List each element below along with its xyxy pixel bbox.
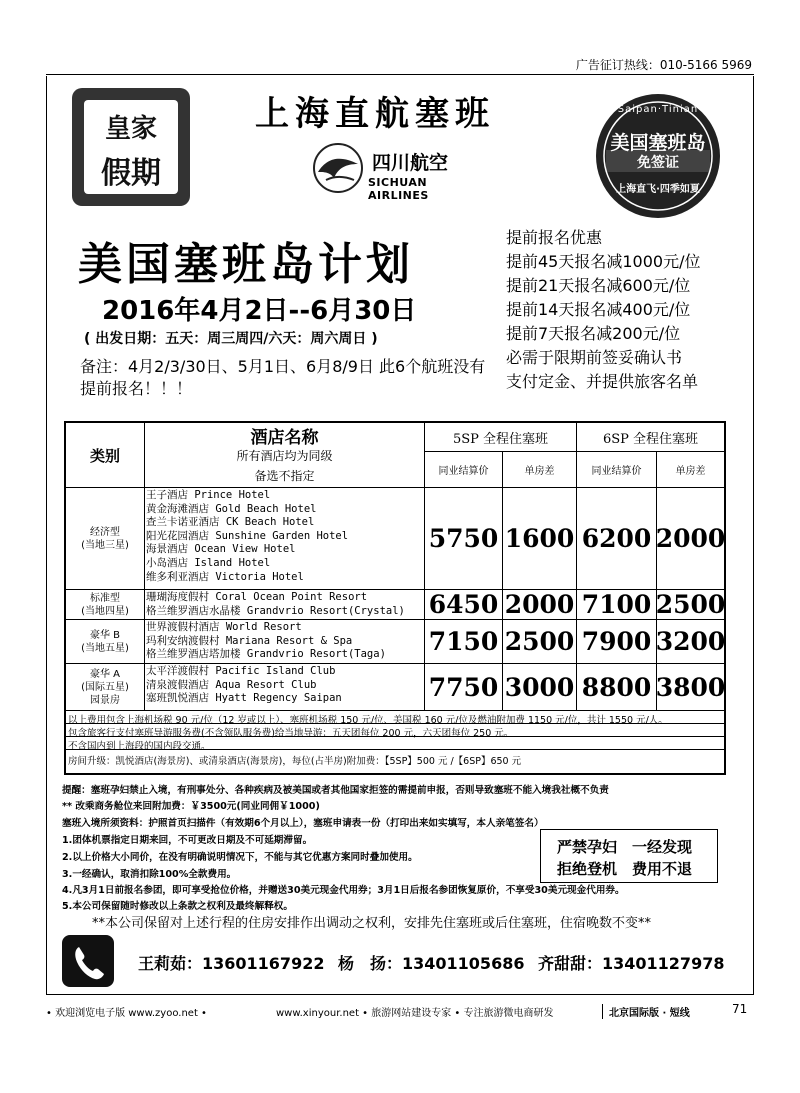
category-standard: 标准型 (当地四星) [81, 592, 129, 617]
single-5sp: 1600 [504, 524, 575, 553]
hotel-name: 格兰维罗酒店水晶楼 Grandvrio Resort(Crystal) [146, 604, 405, 617]
ad-hotline: 广告征订热线：010-5166 5969 [575, 58, 752, 72]
footer-edition: 北京国际版 · 短线 [602, 1004, 690, 1019]
table-note-upgrade: 房间升级：凯悦酒店(海景房)、或清泉酒店(海景房)，每位(占半房)附加费：【5SP】500 元 /【6SP】650 元 [68, 756, 522, 767]
pkg-5sp-header: 5SP 全程住塞班 [452, 431, 549, 447]
single-5sp: 2000 [504, 590, 575, 619]
table-note-taxes: 以上费用包含上海机场税 90 元/位（12 岁或以上）、塞班机场税 150 元/位、美国税 160 元/位及燃油附加费 1150 元/位，共计 1550 元/人。 [68, 715, 668, 726]
price-5sp: 7150 [428, 627, 499, 656]
sichuan-airlines-logo [312, 138, 488, 202]
no-early-booking-note: 备注：4月2/3/30日、5月1日、6月8/9日 此6个航班没有提前报名！！！ [80, 357, 486, 398]
plan-title: 美国塞班岛计划 [78, 239, 414, 290]
hotel-name: 维多利亚酒店 Victoria Hotel [146, 570, 304, 583]
reminder-term-2: 2.以上价格大小同价，在没有明确说明情况下，不能与其它优惠方案同时叠加使用。 [62, 852, 418, 863]
itinerary-guarantee: **本公司保留对上述行程的住房安排作出调动之权利，安排先住塞班或后住塞班，住宿晚数不变** [92, 916, 652, 931]
contact-wang: 王莉茹：13601167922 [138, 954, 325, 973]
hotel-name: 格兰维罗酒店塔加楼 Grandvrio Resort(Taga) [146, 648, 386, 661]
hotel-name: 清泉渡假酒店 Aqua Resort Club [146, 678, 317, 691]
price-table [64, 421, 726, 775]
footer-left: • 欢迎浏览电子版 www.zyoo.net • [46, 1008, 207, 1019]
category-luxury-b: 豪华 B (当地五星) [81, 629, 129, 654]
price-6sp: 6200 [581, 524, 652, 553]
airline-name-en: SICHUAN AIRLINES [368, 176, 429, 202]
early-booking-item: 提前报名优惠 [506, 228, 603, 247]
single-label-5sp: 单房差 [524, 466, 555, 477]
hotel-name: 阳光花园酒店 Sunshine Garden Hotel [146, 529, 349, 542]
hotel-list-economy [146, 489, 348, 584]
seal-sub: 免签证 [637, 155, 679, 171]
airline-bird-icon [312, 142, 364, 194]
brand-line2: 假期 [101, 156, 161, 191]
hotel-name: 海景酒店 Ocean View Hotel [146, 543, 296, 556]
price-5sp: 6450 [428, 590, 499, 619]
route-title: 上海直航塞班 [255, 94, 495, 134]
hotel-name: 塞班凯悦酒店 Hyatt Regency Saipan [146, 692, 342, 705]
table-note-domestic: 不含国内到上海段的国内段交通。 [68, 741, 211, 752]
seal-main: 美国塞班岛 [610, 132, 706, 154]
warning-line1: 严禁孕妇 一经发现 [557, 838, 693, 856]
contact-qi: 齐甜甜：13401127978 [538, 954, 725, 973]
contact-bar [62, 935, 725, 987]
price-6sp: 8800 [581, 672, 652, 702]
price-5sp: 5750 [428, 524, 499, 553]
brand-line1: 皇家 [104, 114, 157, 144]
early-booking-item: 提前21天报名减600元/位 [506, 276, 691, 295]
seal-top-text: Saipan·Tinian [617, 104, 699, 115]
saipan-visa-free-seal [592, 90, 724, 222]
col-header-hotel: 酒店名称 [250, 427, 319, 448]
top-divider [46, 74, 754, 75]
single-6sp: 2500 [655, 590, 726, 619]
phone-icon [62, 935, 114, 987]
reminder-term-5: 5.本公司保留随时修改以上条款之权利及最终解释权。 [62, 901, 293, 912]
price-label-5sp: 同业结算价 [438, 466, 489, 477]
hotel-list-luxury-b [146, 621, 386, 662]
single-6sp: 3200 [655, 627, 726, 656]
single-5sp: 3000 [504, 672, 575, 702]
airline-name-cn: 四川航空 [372, 152, 449, 174]
hotel-name: 黄金海滩酒店 Gold Beach Hotel [146, 502, 317, 515]
hotel-name: 小岛酒店 Island Hotel [146, 556, 271, 569]
seal-bottom: 上海直飞·四季如夏 [616, 184, 700, 195]
hotel-name: 王子酒店 Prince Hotel [146, 489, 271, 501]
reminder-term-1: 1.团体机票指定日期来回，不可更改日期及不可延期滞留。 [62, 835, 313, 846]
reminder-documents: 塞班入境所须资料：护照首页扫描件（有效期6个月以上），塞班申请表一份（打印出来如实填写，本人亲笔签名） [62, 818, 544, 829]
warning-line2: 拒绝登机 费用不退 [557, 860, 693, 878]
early-booking-item: 提前45天报名减1000元/位 [506, 252, 701, 271]
price-6sp: 7100 [581, 590, 652, 619]
reminder-term-4: 4.凡3月1日前报名参团，即可享受抢位价格，并赠送30美元现金代用券；3月1日后报名参团恢复原价，不享受30美元现金代用券。 [62, 885, 625, 896]
single-label-6sp: 单房差 [675, 466, 706, 477]
early-booking-list [506, 226, 746, 394]
col-header-hotel-sub2: 备选不指定 [254, 468, 315, 483]
table-note-guide-fee: 包含旅客行支付塞班导游服务费(不含领队服务费)给当地导游：五天团每位 200 元，六天团每位 250 元。 [68, 728, 514, 739]
page-footer [46, 1000, 754, 1020]
category-luxury-a: 豪华 A (国际五星) 园景房 [81, 668, 129, 706]
footer-middle: www.xinyour.net • 旅游网站建设专家 • 专注旅游微电商研发 [276, 1008, 554, 1019]
hotel-name: 世界渡假村酒店 World Resort [146, 621, 302, 633]
category-economy: 经济型 (当地三星) [81, 526, 129, 551]
date-range: 2016年4月2日--6月30日 [102, 296, 417, 326]
early-booking-item: 提前14天报名减400元/位 [506, 300, 691, 319]
single-6sp: 2000 [655, 524, 726, 553]
price-5sp: 7750 [428, 672, 499, 702]
pkg-6sp-header: 6SP 全程住塞班 [602, 431, 699, 447]
reminder-term-3: 3.一经确认，取消扣除100%全款费用。 [62, 869, 237, 880]
price-6sp: 7900 [581, 627, 652, 656]
departure-days: ( 出发日期：五天：周三周四/六天：周六周日 ) [84, 331, 378, 347]
reminder-pregnancy: 提醒：塞班孕妇禁止入境，有刑事处分、各种疾病及被美国或者其他国家拒签的需提前申报，否则导致塞班不能入境我社概不负责 [62, 785, 609, 796]
hotel-name: 玛利安纳渡假村 Mariana Resort & Spa [146, 634, 353, 647]
single-5sp: 2500 [504, 627, 575, 656]
col-header-category: 类别 [89, 446, 120, 465]
pregnancy-warning-box [540, 829, 718, 883]
col-header-hotel-sub1: 所有酒店均为同级 [236, 448, 333, 463]
single-6sp: 3800 [655, 672, 726, 702]
hotel-list-standard [146, 591, 405, 618]
reminder-business: ** 改乘商务舱位来回附加费：￥3500元(同业同佣￥1000) [62, 801, 320, 812]
page-number: 71 [732, 1002, 748, 1016]
early-booking-item: 提前7天报名减200元/位 [506, 324, 681, 343]
hotel-list-luxury-a [146, 665, 342, 706]
hotel-name: 太平洋渡假村 Pacific Island Club [146, 665, 336, 677]
early-booking-item: 支付定金、并提供旅客名单 [506, 372, 699, 391]
price-label-6sp: 同业结算价 [591, 466, 642, 477]
hotel-name: 珊瑚海度假村 Coral Ocean Point Resort [146, 591, 368, 603]
royal-holiday-logo [72, 88, 190, 206]
early-booking-item: 必需于限期前签妥确认书 [506, 348, 683, 367]
contact-yang: 杨 扬：13401105686 [338, 954, 525, 973]
hotel-name: 查兰卡诺亚酒店 CK Beach Hotel [146, 516, 315, 529]
